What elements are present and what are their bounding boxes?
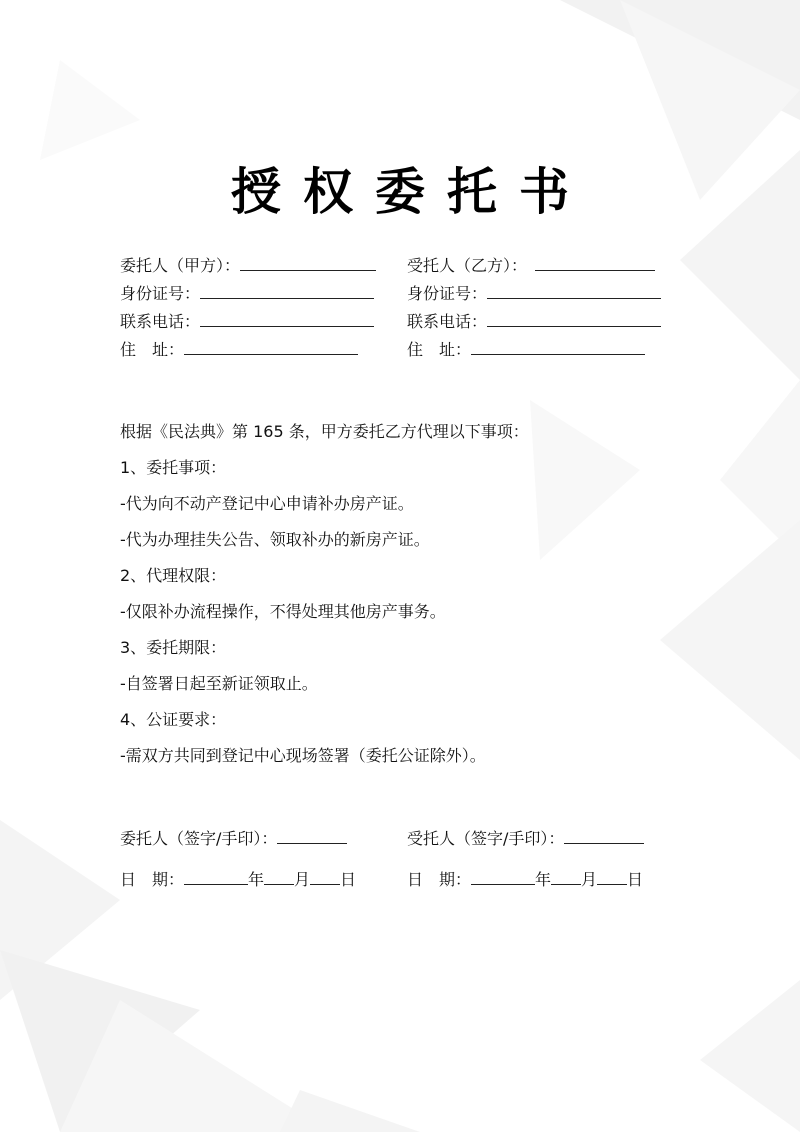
agent-month-field — [551, 870, 581, 885]
agent-address-row — [407, 340, 645, 360]
principal-address-label-b: 址： — [152, 340, 185, 359]
agent-address-field — [471, 340, 645, 355]
section-1-item-2: -代为办理挂失公告、领取补办的新房产证。 — [120, 530, 430, 549]
principal-year-field — [184, 870, 248, 885]
principal-signature-label: 委托人（签字/手印）： — [120, 829, 278, 848]
agent-label: 受托人（乙方）： — [407, 256, 528, 275]
agent-month-label: 月 — [581, 870, 598, 889]
section-4-title: 4、公证要求： — [120, 710, 227, 729]
intro-text: 根据《民法典》第 165 条，甲方委托乙方代理以下事项： — [120, 422, 529, 441]
agent-field — [535, 256, 655, 271]
principal-row — [120, 256, 376, 276]
section-4-item-1: -需双方共同到登记中心现场签署（委托公证除外）。 — [120, 746, 486, 765]
section-3-title: 3、委托期限： — [120, 638, 227, 657]
section-1-item-1: -代为向不动产登记中心申请补办房产证。 — [120, 494, 414, 513]
principal-phone-label: 联系电话： — [120, 312, 201, 331]
agent-row — [407, 256, 655, 276]
principal-id-field — [200, 284, 374, 299]
agent-phone-row — [407, 312, 661, 332]
principal-date-label-b: 期： — [152, 870, 185, 889]
agent-date-label-a: 日 — [407, 870, 424, 889]
section-2-title: 2、代理权限： — [120, 566, 227, 585]
principal-month-label: 月 — [294, 870, 311, 889]
agent-day-field — [597, 870, 627, 885]
agent-address-label-b: 址： — [439, 340, 472, 359]
agent-day-label: 日 — [627, 870, 644, 889]
principal-signature-field — [277, 829, 347, 844]
document-title: 授权委托书 — [231, 163, 591, 221]
agent-id-row — [407, 284, 661, 304]
principal-phone-row — [120, 312, 374, 332]
principal-date-row — [120, 870, 356, 890]
principal-day-label: 日 — [340, 870, 357, 889]
agent-address-label-a: 住 — [407, 340, 424, 359]
agent-phone-field — [487, 312, 661, 327]
principal-signature-row — [120, 829, 347, 849]
agent-year-field — [471, 870, 535, 885]
principal-year-label: 年 — [248, 870, 265, 889]
principal-id-label: 身份证号： — [120, 284, 201, 303]
principal-address-row — [120, 340, 358, 360]
section-2-item-1: -仅限补办流程操作，不得处理其他房产事务。 — [120, 602, 446, 621]
agent-signature-label: 受托人（签字/手印）： — [407, 829, 565, 848]
principal-label: 委托人（甲方）： — [120, 256, 241, 275]
principal-date-label-a: 日 — [120, 870, 137, 889]
section-3-item-1: -自签署日起至新证领取止。 — [120, 674, 318, 693]
agent-signature-field — [564, 829, 644, 844]
agent-phone-label: 联系电话： — [407, 312, 488, 331]
agent-date-row — [407, 870, 643, 890]
principal-id-row — [120, 284, 374, 304]
principal-address-field — [184, 340, 358, 355]
agent-date-label-b: 期： — [439, 870, 472, 889]
principal-day-field — [310, 870, 340, 885]
agent-signature-row — [407, 829, 644, 849]
principal-month-field — [264, 870, 294, 885]
section-1-title: 1、委托事项： — [120, 458, 227, 477]
agent-id-field — [487, 284, 661, 299]
principal-phone-field — [200, 312, 374, 327]
agent-id-label: 身份证号： — [407, 284, 488, 303]
agent-year-label: 年 — [535, 870, 552, 889]
principal-field — [240, 256, 376, 271]
principal-address-label-a: 住 — [120, 340, 137, 359]
